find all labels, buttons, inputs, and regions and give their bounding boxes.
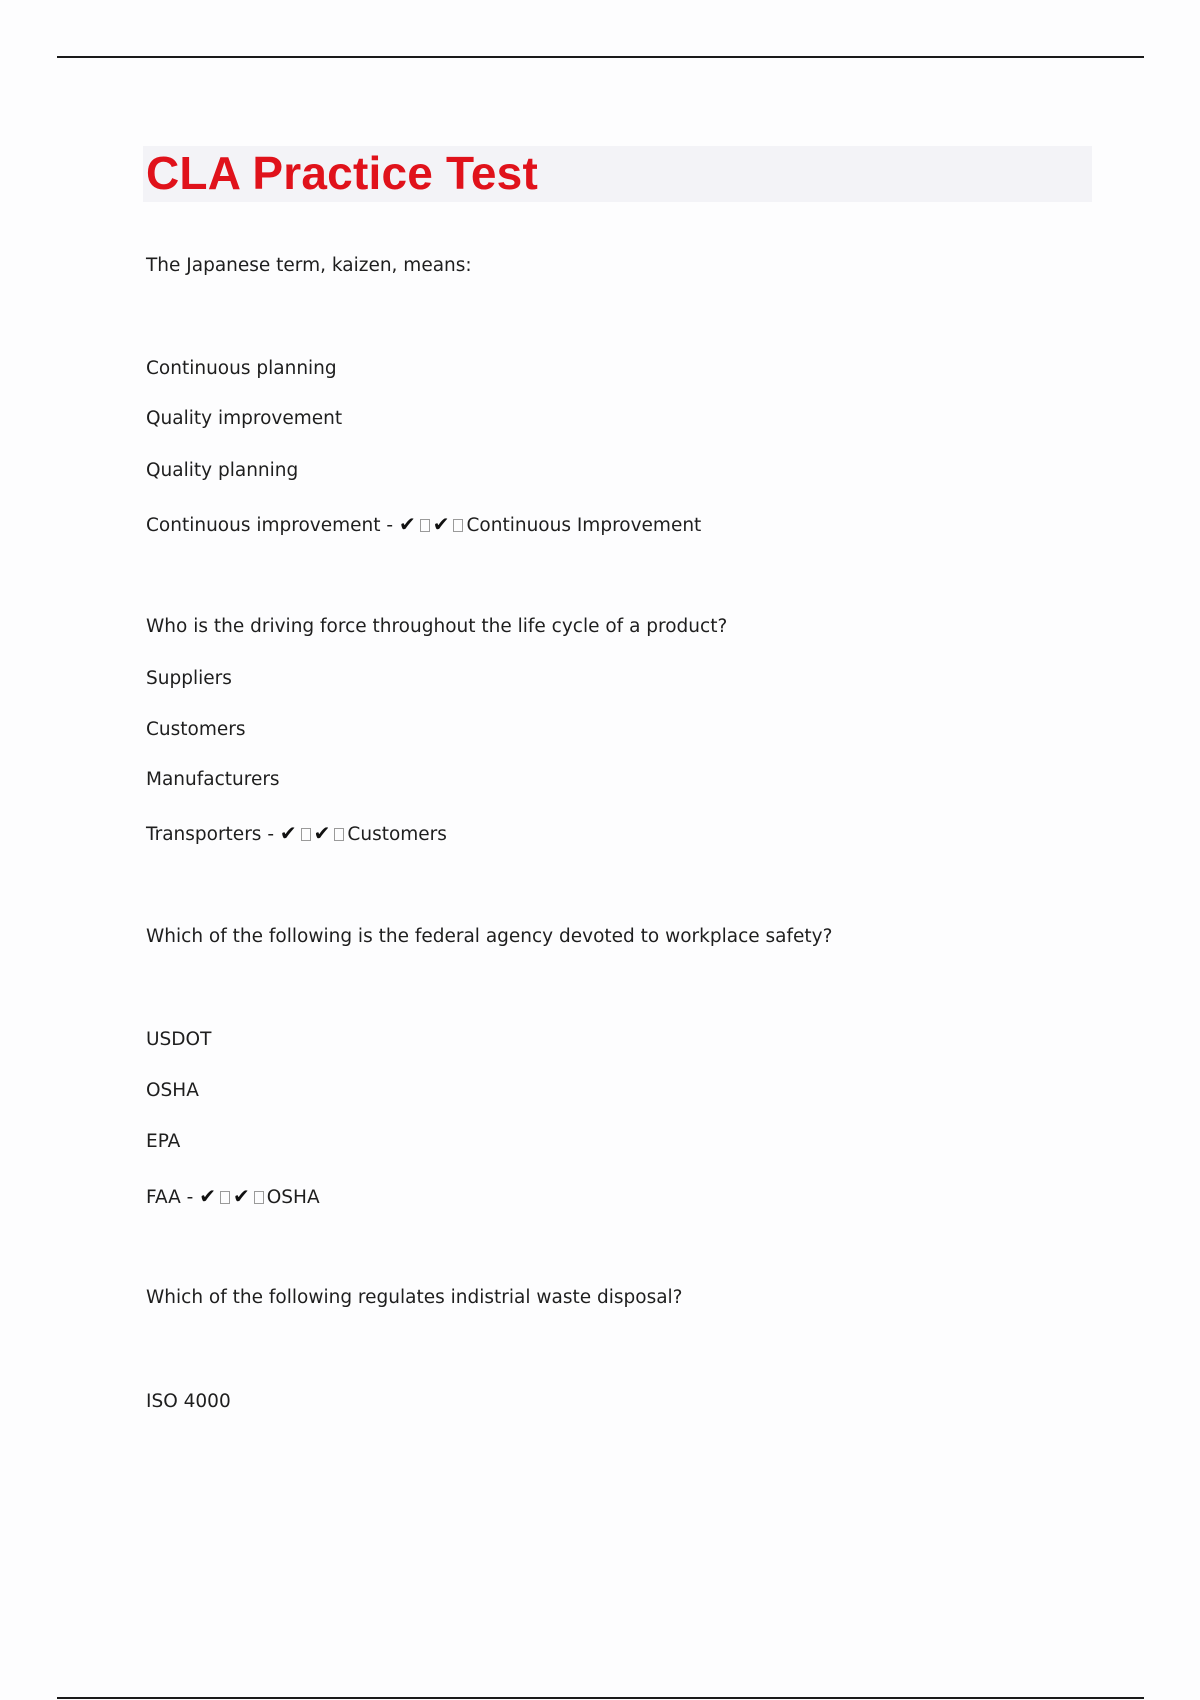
question-1-option-2: Quality improvement <box>146 408 343 429</box>
checkmark-icon: ✔ <box>232 1184 250 1208</box>
checkmark-icon: ✔ <box>313 821 331 845</box>
question-4-option-1: ISO 4000 <box>146 1391 231 1412</box>
checkmark-icon: ✔ <box>432 512 450 536</box>
question-4-prompt: Which of the following regulates indistrial waste disposal? <box>146 1287 683 1308</box>
question-2-option-1: Suppliers <box>146 668 232 689</box>
question-2-answer: Customers <box>347 824 447 845</box>
question-3-prompt: Which of the following is the federal agency devoted to workplace safety? <box>146 926 833 947</box>
checkmark-icon: ✔ <box>398 512 416 536</box>
question-3-option-2: OSHA <box>146 1080 199 1101</box>
question-1-option-4-with-answer <box>146 511 701 539</box>
question-3-option-4-with-answer <box>146 1183 320 1211</box>
placeholder-box-icon <box>420 519 430 532</box>
question-2-option-3: Manufacturers <box>146 769 280 790</box>
question-1-option-4: Continuous improvement - <box>146 515 394 536</box>
checkmark-icon: ✔ <box>199 1184 216 1208</box>
placeholder-box-icon <box>334 828 344 841</box>
placeholder-box-icon <box>453 519 463 532</box>
question-2-option-2: Customers <box>146 719 246 740</box>
question-1-prompt: The Japanese term, kaizen, means: <box>146 255 472 276</box>
question-1-answer: Continuous Improvement <box>466 515 702 536</box>
question-3-option-3: EPA <box>146 1131 181 1152</box>
checkmark-icon: ✔ <box>279 821 297 845</box>
placeholder-box-icon <box>254 1191 264 1204</box>
placeholder-box-icon <box>301 828 311 841</box>
question-2-option-4-with-answer <box>146 820 447 848</box>
question-3-answer: OSHA <box>266 1187 320 1208</box>
question-2-option-4: Transporters - <box>146 824 274 845</box>
header-rule <box>57 56 1144 58</box>
placeholder-box-icon <box>220 1191 230 1204</box>
question-3-option-4: FAA - <box>146 1187 194 1208</box>
question-1-option-3: Quality planning <box>146 460 299 481</box>
footer-rule <box>57 1697 1144 1699</box>
page-title: CLA Practice Test <box>146 147 538 199</box>
question-1-option-1: Continuous planning <box>146 358 337 379</box>
question-3-option-1: USDOT <box>146 1029 212 1050</box>
question-2-prompt: Who is the driving force throughout the life cycle of a product? <box>146 616 728 637</box>
